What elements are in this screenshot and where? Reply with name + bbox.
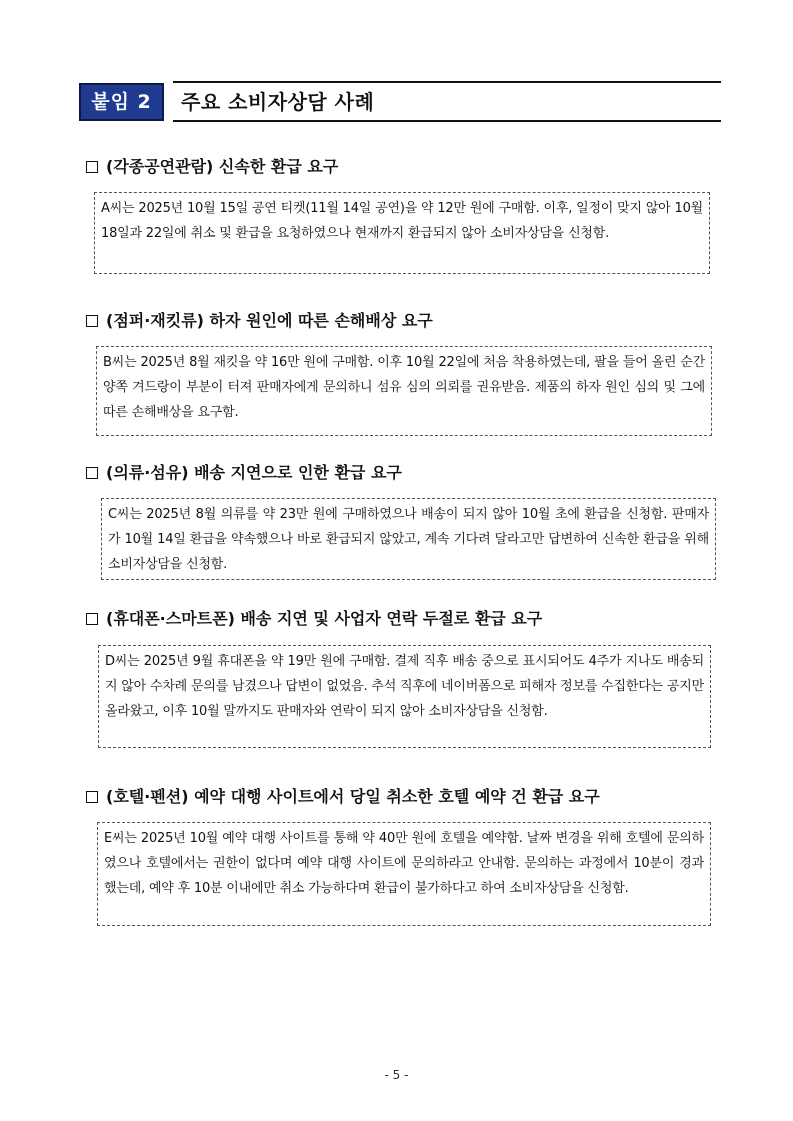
- header-rule-top: [173, 81, 721, 83]
- checkbox-square-icon: [86, 791, 98, 803]
- case-heading-3: [86, 462, 402, 484]
- case-box-4: [98, 645, 711, 748]
- header-rule-bottom: [173, 120, 721, 122]
- page-number: - 5 -: [384, 1068, 409, 1082]
- case-heading-1: [86, 156, 338, 178]
- checkbox-square-icon: [86, 467, 98, 479]
- case-box-1: [94, 192, 710, 274]
- checkbox-square-icon: [86, 161, 98, 173]
- case-heading-text: (휴대폰·스마트폰) 배송 지연 및 사업자 연락 두절로 환급 요구: [106, 609, 543, 628]
- page-title: 주요 소비자상담 사례: [181, 90, 375, 114]
- appendix-badge: 붙임 2: [79, 83, 164, 121]
- case-body-text: A씨는 2025년 10월 15일 공연 티켓(11월 14일 공연)을 약 12만 원에 구매함. 이후, 일정이 맞지 않아 10월 18일과 22일에 취소 및 환급을 요청하였으나 현재까지 환급되지 않아 소비자상담을 신청함.: [101, 201, 703, 241]
- section-header: [79, 81, 721, 123]
- checkbox-square-icon: [86, 315, 98, 327]
- case-box-5: [97, 822, 711, 926]
- case-body-text: D씨는 2025년 9월 휴대폰을 약 19만 원에 구매함. 결제 직후 배송 중으로 표시되어도 4주가 지나도 배송되지 않아 수차례 문의를 남겼으나 답변이 없었음. 추석 직후에 네이버폼으로 피해자 정보를 수집한다는 공지만 올라왔고, 이후 10월 말까지도 판매자와 연락이 되지 않아 소비자상담을 신청함.: [105, 654, 704, 719]
- case-heading-4: [86, 608, 542, 630]
- case-heading-text: (점퍼·재킷류) 하자 원인에 따른 손해배상 요구: [106, 311, 433, 330]
- case-heading-5: [86, 786, 600, 808]
- case-body-text: C씨는 2025년 8월 의류를 약 23만 원에 구매하였으나 배송이 되지 않아 10월 초에 환급을 신청함. 판매자가 10월 14일 환급을 약속했으나 바로 환급되지 않았고, 계속 기다려 달라고만 답변하여 신속한 환급을 위해 소비자상담을 신청함.: [108, 507, 709, 572]
- case-box-2: [96, 346, 712, 436]
- case-heading-text: (각종공연관람) 신속한 환급 요구: [106, 157, 339, 176]
- case-body-text: E씨는 2025년 10월 예약 대행 사이트를 통해 약 40만 원에 호텔을 예약함. 날짜 변경을 위해 호텔에 문의하였으나 호텔에서는 권한이 없다며 예약 대행 사이트에 문의하라고 안내함. 문의하는 과정에서 10분이 경과 했는데, 예약 후 10분 이내에만 취소 가능하다며 환급이 불가하다고 하여 소비자상담을 신청함.: [104, 831, 704, 896]
- case-body-text: B씨는 2025년 8월 재킷을 약 16만 원에 구매함. 이후 10월 22일에 처음 착용하였는데, 팔을 들어 올린 순간 양쪽 겨드랑이 부분이 터져 판매자에게 문의하니 섬유 심의 의뢰를 권유받음. 제품의 하자 원인 심의 및 그에 따른 손해배상을 요구함.: [103, 355, 705, 420]
- case-box-3: [101, 498, 716, 580]
- case-heading-text: (호텔·펜션) 예약 대행 사이트에서 당일 취소한 호텔 예약 건 환급 요구: [106, 787, 600, 806]
- checkbox-square-icon: [86, 613, 98, 625]
- case-heading-2: [86, 310, 433, 332]
- case-heading-text: (의류·섬유) 배송 지연으로 인한 환급 요구: [106, 463, 402, 482]
